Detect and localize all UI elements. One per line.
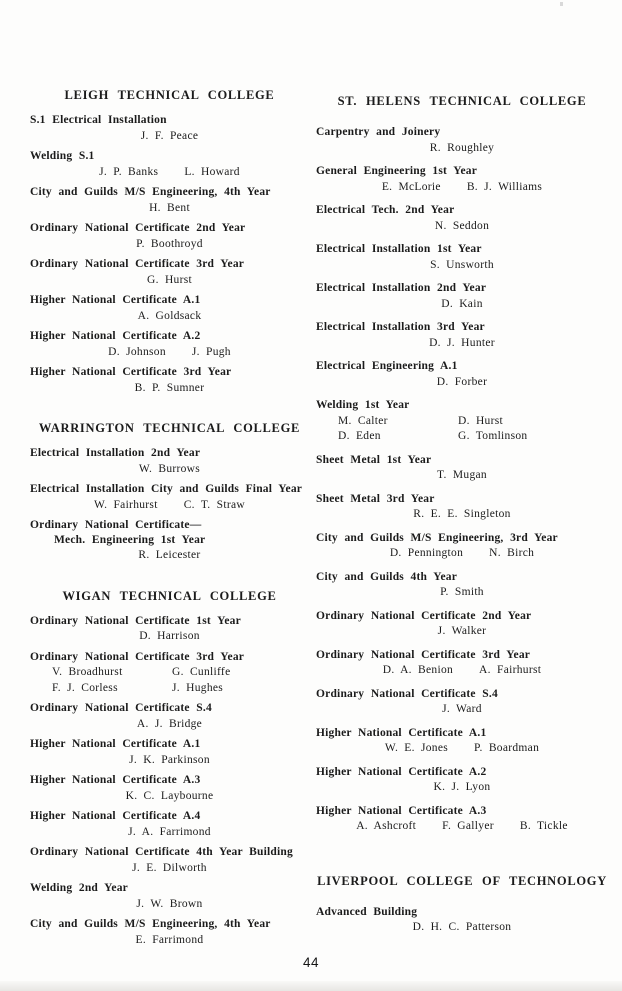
recipient-name: R. Roughley <box>429 141 495 154</box>
award-entry <box>316 726 608 756</box>
recipient-name: D. Johnson <box>108 345 166 358</box>
award-entry <box>316 905 608 935</box>
course-title: Welding 1st Year <box>316 399 410 411</box>
college-heading: LIVERPOOL COLLEGE OF TECHNOLOGY <box>317 873 607 888</box>
recipient-name: D. Pennington <box>389 547 464 559</box>
course-title: Higher National Certificate A.4 <box>30 810 201 822</box>
recipient-name: E. McLorie <box>381 180 441 193</box>
course-title: Electrical Tech. 2nd Year <box>316 204 455 216</box>
recipient-name-line <box>316 702 608 717</box>
recipient-name-line <box>316 624 608 639</box>
recipient-name-line <box>30 498 309 513</box>
award-entry <box>30 650 309 696</box>
recipient-name: E. Farrimond <box>135 933 204 946</box>
course-title: S.1 Electrical Installation <box>30 114 167 126</box>
award-entry <box>30 446 309 476</box>
recipient-name: J. W. Brown <box>136 897 203 910</box>
page-number: 44 <box>302 955 320 970</box>
recipient-name: D. Forber <box>436 375 488 388</box>
course-title: Welding S.1 <box>30 150 95 162</box>
award-entry <box>30 917 309 947</box>
recipient-name: K. C. Laybourne <box>125 789 214 802</box>
award-entry <box>316 125 608 155</box>
recipient-name-line <box>30 201 309 216</box>
course-title: Ordinary National Certificate 1st Year <box>30 614 241 627</box>
recipient-name: J. A. Farrimond <box>128 825 211 838</box>
recipient-name: J. E. Dilworth <box>132 861 207 874</box>
recipient-name: S. Unsworth <box>430 258 494 271</box>
award-entry <box>316 359 608 389</box>
recipient-name: F. J. Corless <box>52 681 118 694</box>
award-entry <box>316 648 608 678</box>
recipient-name: K. J. Lyon <box>433 781 491 793</box>
recipient-name: D. Kain <box>441 297 483 310</box>
recipient-name-line <box>316 585 608 600</box>
course-title: Ordinary National Certificate 2nd Year <box>30 222 246 234</box>
award-entry <box>316 765 608 795</box>
recipient-name: T. Mugan <box>437 469 487 481</box>
award-entry <box>30 518 309 563</box>
award-entry <box>30 257 309 287</box>
recipient-name: G. Tomlinson <box>458 430 528 442</box>
recipient-name: W. Burrows <box>138 462 201 475</box>
award-entry <box>316 398 608 444</box>
course-title: Carpentry and Joinery <box>316 126 441 138</box>
award-entry <box>30 329 309 359</box>
recipient-name-line <box>316 297 608 312</box>
recipient-name: B. P. Sumner <box>134 381 205 394</box>
recipient-name-line <box>30 629 309 644</box>
recipient-name: V. Broadhurst <box>52 666 123 678</box>
award-entry <box>316 453 608 483</box>
recipient-name: A. Ashcroft <box>356 820 417 832</box>
right-column <box>316 94 608 944</box>
recipient-name: M. Calter <box>338 414 388 427</box>
course-title: Electrical Installation 2nd Year <box>316 282 487 294</box>
recipient-name-line <box>30 129 309 144</box>
course-title: Ordinary National Certificate— <box>30 519 202 531</box>
course-title: Higher National Certificate A.3 <box>30 774 201 786</box>
recipient-name: D. Hurst <box>458 414 504 427</box>
award-entry <box>316 492 608 522</box>
award-entry <box>30 293 309 323</box>
course-title: Ordinary National Certificate S.4 <box>316 687 498 700</box>
recipient-name: A. J. Bridge <box>136 717 203 730</box>
course-title-continuation: Mech. Engineering 1st Year <box>54 533 206 546</box>
recipient-name: J. Hughes <box>172 681 224 694</box>
college-heading: WARRINGTON TECHNICAL COLLEGE <box>38 421 301 435</box>
course-title: General Engineering 1st Year <box>316 165 478 177</box>
recipient-name-line <box>30 789 309 804</box>
recipient-name: G. Hurst <box>146 273 192 286</box>
recipient-name-line <box>30 462 309 477</box>
course-title: Higher National Certificate A.1 <box>316 726 487 739</box>
recipient-name: A. Goldsack <box>137 309 202 322</box>
award-entry <box>316 164 608 194</box>
college-section <box>30 589 309 948</box>
course-title: City and Guilds M/S Engineering, 4th Year <box>30 186 271 198</box>
recipient-name-line <box>30 345 309 360</box>
course-title: Ordinary National Certificate 3rd Year <box>30 258 245 270</box>
award-entry <box>30 113 309 143</box>
recipient-name: B. J. Williams <box>466 180 543 193</box>
recipient-name: W. E. Jones <box>384 742 449 754</box>
course-title: Sheet Metal 1st Year <box>316 453 432 466</box>
award-entry <box>316 320 608 350</box>
recipient-name: J. Walker <box>437 625 487 637</box>
college-section <box>30 88 309 395</box>
award-entry <box>316 570 608 600</box>
recipient-name-line <box>30 165 309 180</box>
college-heading: ST. HELENS TECHNICAL COLLEGE <box>337 94 587 108</box>
course-title: Ordinary National Certificate S.4 <box>30 702 212 714</box>
award-entry <box>30 614 309 644</box>
award-entry <box>30 773 309 803</box>
award-entry <box>316 242 608 272</box>
recipient-name: D. Eden <box>338 430 381 442</box>
award-entry <box>316 203 608 233</box>
recipient-name-line <box>30 237 309 252</box>
scan-artifact <box>560 2 563 6</box>
recipient-name-line <box>30 309 309 324</box>
award-entry <box>30 221 309 251</box>
recipient-name: D. A. Benion <box>382 664 454 676</box>
recipient-name-line <box>30 861 309 876</box>
recipient-name: L. Howard <box>184 165 240 178</box>
course-title: Ordinary National Certificate 3rd Year <box>316 648 531 661</box>
course-title: Sheet Metal 3rd Year <box>316 492 435 505</box>
course-title: Higher National Certificate A.2 <box>316 765 487 778</box>
recipient-name-line <box>30 273 309 288</box>
recipient-name: G. Cunliffe <box>172 666 231 678</box>
recipient-name: H. Bent <box>149 201 190 214</box>
award-entry <box>30 809 309 839</box>
award-entry <box>316 531 608 561</box>
recipient-name-line <box>30 381 309 396</box>
recipient-name: R. Leicester <box>138 549 201 561</box>
course-title: Higher National Certificate 3rd Year <box>30 366 232 378</box>
course-title: Higher National Certificate A.3 <box>316 804 487 817</box>
college-heading: LEIGH TECHNICAL COLLEGE <box>64 88 275 102</box>
recipient-name: N. Seddon <box>434 219 490 232</box>
recipient-name-line <box>316 920 608 935</box>
course-title: Electrical Engineering A.1 <box>316 360 458 372</box>
award-entry <box>316 281 608 311</box>
course-title: Ordinary National Certificate 3rd Year <box>30 650 245 663</box>
course-title: Higher National Certificate A.1 <box>30 294 201 306</box>
recipient-name: R. E. E. Singleton <box>413 508 511 520</box>
recipient-name: A. Fairhurst <box>479 664 542 676</box>
college-section <box>316 874 608 935</box>
recipient-name-line <box>30 753 309 768</box>
award-entry <box>30 185 309 215</box>
recipient-name: D. H. C. Patterson <box>412 921 512 933</box>
course-title: Welding 2nd Year <box>30 882 128 894</box>
college-section <box>316 94 608 834</box>
course-title: Electrical Installation 1st Year <box>316 243 482 255</box>
course-title: City and Guilds 4th Year <box>316 570 458 583</box>
recipient-name-line <box>316 219 608 234</box>
recipient-name-line <box>316 663 608 678</box>
recipient-name-line <box>316 468 608 483</box>
recipient-name-line <box>316 819 608 834</box>
course-title: Ordinary National Certificate 2nd Year <box>316 609 532 622</box>
recipient-name: J. Pugh <box>191 345 231 358</box>
award-entry <box>30 845 309 875</box>
left-column <box>30 88 309 953</box>
recipient-name: P. Smith <box>440 586 484 598</box>
course-title: Ordinary National Certificate 4th Year Building <box>30 846 293 858</box>
recipient-name: N. Birch <box>489 547 535 559</box>
recipient-name: P. Boothroyd <box>136 237 203 250</box>
recipient-name-line <box>316 741 608 756</box>
recipient-name-line <box>30 825 309 840</box>
recipient-name-line <box>316 258 608 273</box>
award-entry <box>316 609 608 639</box>
course-title: Electrical Installation 2nd Year <box>30 447 201 459</box>
course-title: Electrical Installation 3rd Year <box>316 321 485 333</box>
college-heading: WIGAN TECHNICAL COLLEGE <box>62 588 277 603</box>
course-title: Electrical Installation City and Guilds Final Year <box>30 483 303 495</box>
recipient-name-line <box>316 507 608 522</box>
college-section <box>30 421 309 563</box>
award-entry <box>30 881 309 911</box>
recipient-name: W. Fairhurst <box>94 498 158 511</box>
award-entry <box>30 737 309 767</box>
course-title: Advanced Building <box>316 905 418 918</box>
recipient-name-line <box>316 180 608 195</box>
recipient-name-line <box>316 141 608 156</box>
recipient-name-line <box>316 546 608 561</box>
recipient-name-line <box>316 375 608 390</box>
course-title: Higher National Certificate A.1 <box>30 738 201 750</box>
course-title: Higher National Certificate A.2 <box>30 330 201 342</box>
award-entry <box>316 687 608 717</box>
recipient-name: J. F. Peace <box>140 129 199 142</box>
recipient-name: P. Boardman <box>474 742 540 754</box>
recipient-name-line <box>316 414 608 429</box>
page-bottom-shadow <box>0 981 622 991</box>
recipient-name: J. Ward <box>442 703 482 715</box>
recipient-name: B. Tickle <box>519 820 568 832</box>
recipient-name-line <box>30 548 309 563</box>
recipient-name: C. T. Straw <box>183 498 245 511</box>
recipient-name-line <box>316 429 608 444</box>
recipient-name: F. Gallyer <box>442 820 494 832</box>
recipient-name-line <box>30 665 309 680</box>
recipient-name-line <box>316 780 608 795</box>
award-entry <box>30 701 309 731</box>
recipient-name: J. K. Parkinson <box>129 753 210 766</box>
recipient-name-line <box>30 897 309 912</box>
recipient-name: D. Harrison <box>139 630 200 642</box>
recipient-name-line <box>30 717 309 732</box>
award-entry <box>316 804 608 834</box>
recipient-name-line <box>30 933 309 948</box>
course-title: City and Guilds M/S Engineering, 4th Year <box>30 918 271 930</box>
award-entry <box>30 365 309 395</box>
award-entry <box>30 149 309 179</box>
recipient-name-line <box>30 681 309 696</box>
course-title: City and Guilds M/S Engineering, 3rd Year <box>316 531 558 544</box>
award-entry <box>30 482 309 512</box>
recipient-name: D. J. Hunter <box>429 336 495 349</box>
recipient-name: J. P. Banks <box>99 165 159 178</box>
recipient-name-line <box>316 336 608 351</box>
